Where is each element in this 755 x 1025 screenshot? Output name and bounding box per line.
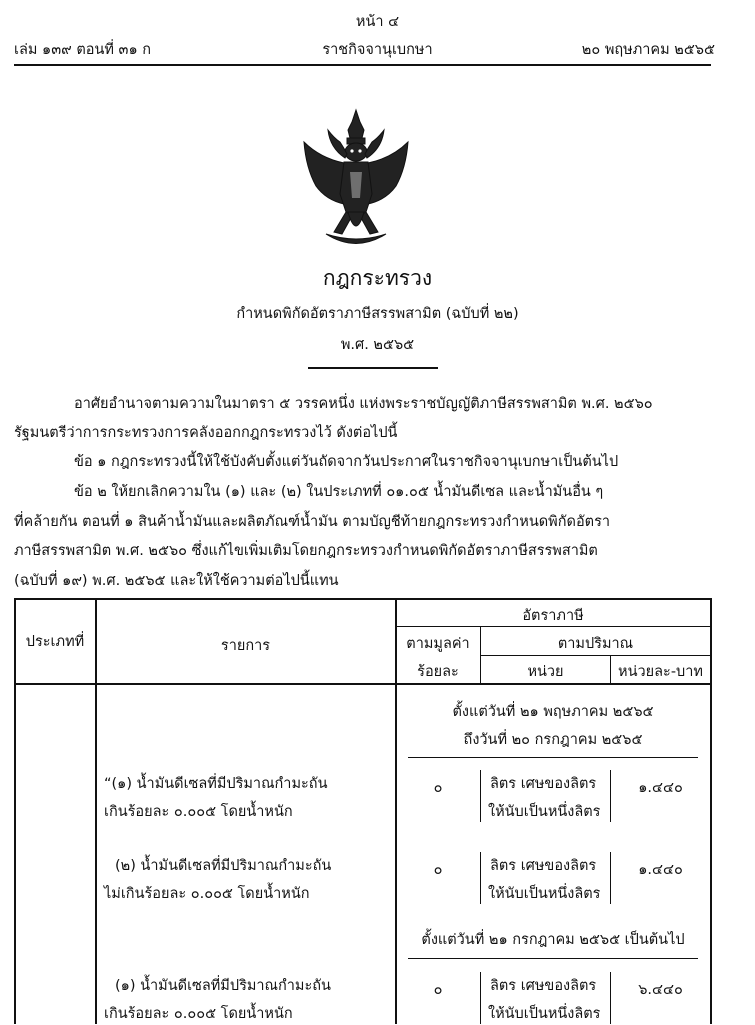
row-baht: ๑.๔๔๐ <box>638 862 683 878</box>
clause-2-line-4: (ฉบับที่ ๑๙) พ.ศ. ๒๕๖๕ และให้ใช้ความต่อไปนี้แทน <box>14 573 339 589</box>
row-unit-line-2: ให้นับเป็นหนึ่งลิตร <box>488 886 601 902</box>
row-unit-line-1: ลิตร เศษของลิตร <box>490 978 597 994</box>
title-rule <box>308 367 438 369</box>
row-item-line-1: (๒) น้ำมันดีเซลที่มีปริมาณกำมะถัน <box>115 858 332 874</box>
header-rule <box>14 64 711 66</box>
row-baht: ๖.๔๔๐ <box>638 982 683 998</box>
row-unit-line-1: ลิตร เศษของลิตร <box>490 776 597 792</box>
document-title: กฎกระทรวง <box>322 266 433 290</box>
row-value-rate: ๐ <box>433 982 443 998</box>
publication-date: ๒๐ พฤษภาคม ๒๕๖๕ <box>581 42 715 58</box>
period-2-start: ตั้งแต่วันที่ ๒๑ กรกฎาคม ๒๕๖๕ เป็นต้นไป <box>421 932 685 948</box>
header-by-value: ตามมูลค่า <box>406 636 470 652</box>
header-unit: หน่วย <box>527 664 564 680</box>
row-unit-line-1: ลิตร เศษของลิตร <box>490 858 597 874</box>
clause-2-line-2: ที่คล้ายกัน ตอนที่ ๑ สินค้าน้ำมันและผลิตภัณฑ์น้ำมัน ตามบัญชีท้ายกฎกระทรวงกำหนดพิกัดอัตรา <box>14 514 610 530</box>
row-item-line-2: เกินร้อยละ ๐.๐๐๕ โดยน้ำหนัก <box>104 1006 293 1022</box>
row-value-rate: ๐ <box>433 862 443 878</box>
row-unit-line-2: ให้นับเป็นหนึ่งลิตร <box>488 804 601 820</box>
preamble-line-1: อาศัยอำนาจตามความในมาตรา ๕ วรรคหนึ่ง แห่งพระราชบัญญัติภาษีสรรพสามิต พ.ศ. ๒๕๖๐ <box>74 396 653 412</box>
row-item-line-2: เกินร้อยละ ๐.๐๐๕ โดยน้ำหนัก <box>104 804 293 820</box>
preamble-line-2: รัฐมนตรีว่าการกระทรวงการคลังออกกฎกระทรวงไว้ ดังต่อไปนี้ <box>14 425 398 441</box>
header-category: ประเภทที่ <box>25 634 85 650</box>
page-number: หน้า ๔ <box>355 14 400 30</box>
period-1-end: ถึงวันที่ ๒๐ กรกฎาคม ๒๕๖๕ <box>463 732 643 748</box>
document-year: พ.ศ. ๒๕๖๕ <box>340 337 415 353</box>
period-1-start: ตั้งแต่วันที่ ๒๑ พฤษภาคม ๒๕๖๕ <box>452 704 654 720</box>
gazette-name: ราชกิจจานุเบกษา <box>322 42 433 58</box>
clause-2-line-3: ภาษีสรรพสามิต พ.ศ. ๒๕๖๐ ซึ่งแก้ไขเพิ่มเติมโดยกฎกระทรวงกำหนดพิกัดอัตราภาษีสรรพสามิต <box>14 543 598 559</box>
row-item-line-1: (๑) น้ำมันดีเซลที่มีปริมาณกำมะถัน <box>115 978 331 994</box>
document-subtitle: กำหนดพิกัดอัตราภาษีสรรพสามิต (ฉบับที่ ๒๒) <box>236 306 519 322</box>
row-value-rate: ๐ <box>433 780 443 796</box>
row-item-line-1: “(๑) น้ำมันดีเซลที่มีปริมาณกำมะถัน <box>104 776 328 792</box>
row-unit-line-2: ให้นับเป็นหนึ่งลิตร <box>488 1006 601 1022</box>
header-item: รายการ <box>220 638 271 654</box>
garuda-emblem-icon <box>300 108 412 253</box>
volume-number: เล่ม ๑๓๙ ตอนที่ ๓๑ ก <box>14 42 152 58</box>
clause-1: ข้อ ๑ กฎกระทรวงนี้ให้ใช้บังคับตั้งแต่วันถัดจากวันประกาศในราชกิจจานุเบกษาเป็นต้นไป <box>74 454 619 470</box>
header-by-quantity: ตามปริมาณ <box>557 636 634 652</box>
header-percent: ร้อยละ <box>417 664 459 680</box>
row-item-line-2: ไม่เกินร้อยละ ๐.๐๐๕ โดยน้ำหนัก <box>104 886 310 902</box>
header-baht-per-unit: หน่วยละ-บาท <box>618 664 703 680</box>
clause-2-line-1: ข้อ ๒ ให้ยกเลิกความใน (๑) และ (๒) ในประเภทที่ ๐๑.๐๕ น้ำมันดีเซล และน้ำมันอื่น ๆ <box>74 484 604 500</box>
header-tax-rate: อัตราภาษี <box>522 608 584 624</box>
row-baht: ๑.๔๔๐ <box>638 780 683 796</box>
